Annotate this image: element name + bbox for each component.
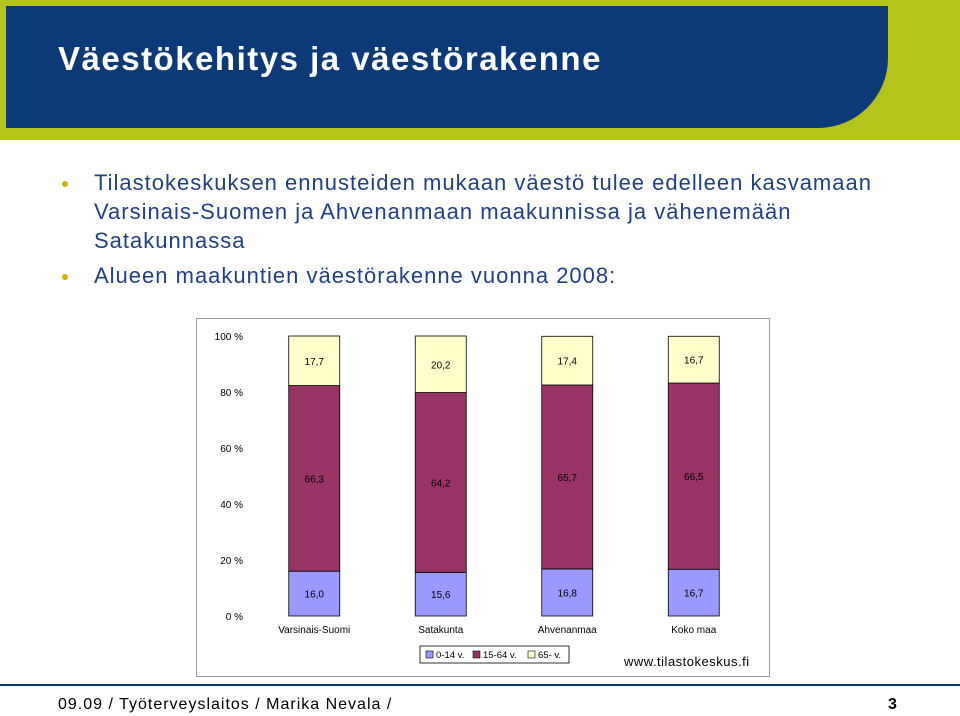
data-label: 17,4 bbox=[557, 356, 577, 368]
legend-swatch bbox=[426, 651, 433, 658]
legend-label: 15-64 v. bbox=[483, 650, 517, 661]
data-label: 20,2 bbox=[431, 360, 451, 372]
legend-label: 0-14 v. bbox=[436, 650, 465, 661]
data-label: 16,8 bbox=[557, 588, 577, 600]
data-label: 17,7 bbox=[304, 356, 324, 368]
stacked-bar-chart bbox=[197, 319, 769, 676]
page-number: 3 bbox=[888, 696, 897, 713]
data-label: 66,5 bbox=[684, 472, 704, 484]
legend-label: 65- v. bbox=[538, 650, 562, 661]
legend-swatch bbox=[528, 651, 535, 658]
source-text: www.tilastokeskus.fi bbox=[624, 654, 750, 669]
bullet-dot-icon bbox=[62, 181, 68, 187]
y-tick-label: 100 % bbox=[214, 332, 243, 343]
data-label: 16,0 bbox=[304, 589, 324, 601]
bullet-item bbox=[62, 168, 942, 255]
bullet-text: Tilastokeskuksen ennusteiden mukaan väestö tulee edelleen kasvamaan Varsinais-Suomen ja Ahvenanmaan maakunnissa ja vähenemään Satakunnassa bbox=[94, 170, 872, 253]
data-label: 16,7 bbox=[684, 588, 704, 600]
category-label: Ahvenanmaa bbox=[537, 625, 597, 636]
category-label: Varsinais-Suomi bbox=[278, 625, 351, 636]
bullet-dot-icon bbox=[62, 274, 68, 280]
slide-title: Väestökehitys ja väestörakenne bbox=[58, 40, 602, 77]
y-tick-label: 80 % bbox=[220, 388, 243, 399]
chart-frame bbox=[196, 318, 770, 677]
data-label: 65,7 bbox=[557, 472, 577, 484]
y-tick-label: 20 % bbox=[220, 556, 243, 567]
data-label: 16,7 bbox=[684, 355, 704, 367]
data-label: 64,2 bbox=[431, 478, 451, 490]
category-label: Koko maa bbox=[671, 625, 717, 636]
footer-divider bbox=[0, 684, 960, 686]
y-tick-label: 60 % bbox=[220, 444, 243, 455]
legend-swatch bbox=[473, 651, 480, 658]
data-label: 15,6 bbox=[431, 590, 451, 602]
y-tick-label: 0 % bbox=[225, 612, 243, 623]
bullet-item bbox=[62, 261, 942, 290]
footer-text: 09.09 / Työterveyslaitos / Marika Nevala / bbox=[58, 696, 393, 713]
bullet-list bbox=[62, 168, 942, 296]
data-label: 66,3 bbox=[304, 474, 324, 486]
y-tick-label: 40 % bbox=[220, 500, 243, 511]
category-label: Satakunta bbox=[418, 625, 464, 636]
bullet-text: Alueen maakuntien väestörakenne vuonna 2008: bbox=[94, 263, 617, 288]
